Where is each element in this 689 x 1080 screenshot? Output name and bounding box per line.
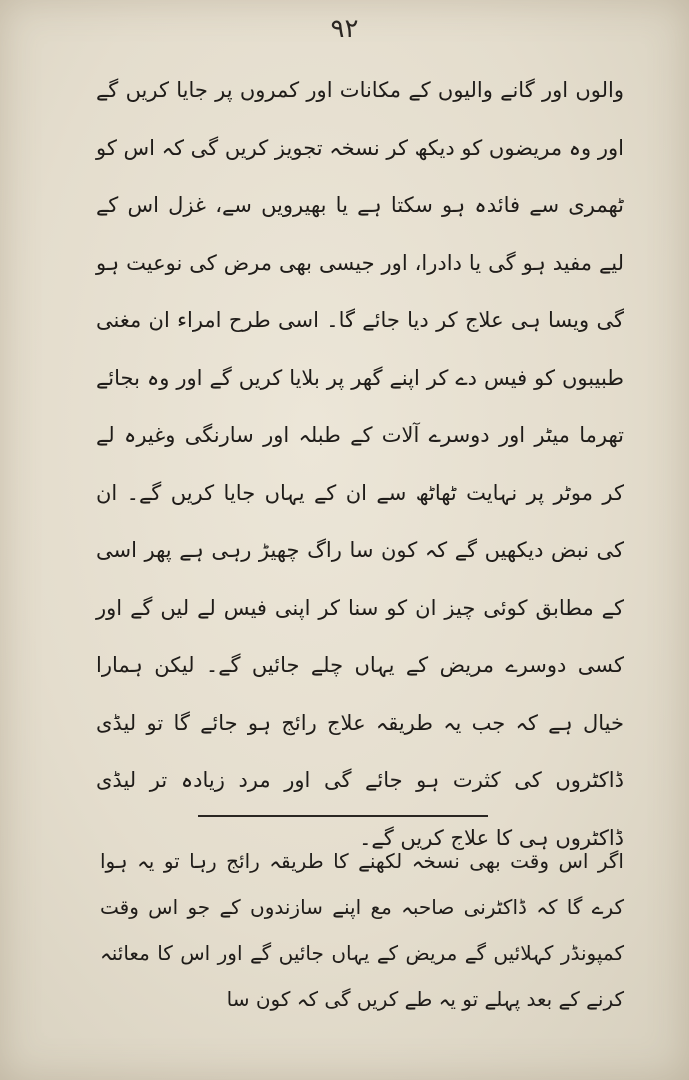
footnote-paragraph: اگر اس وقت بھی نسخہ لکھنے کا طریقہ رائج رہا تو یہ ہوا کرے گا کہ ڈاکٹرنی صاحبہ مع اپنے سازندوں کے جو اس وقت کمپونڈر کہلائیں گے مریض کے یہاں جائیں گے اور اس کا معائنہ کرنے کے بعد پہلے تو یہ طے کریں گی کہ کون سا	[100, 849, 624, 1011]
page-number: ۹۲	[330, 14, 359, 44]
main-paragraph: والوں اور گانے والیوں کے مکانات اور کمروں پر جایا کریں گے اور وہ مریضوں کو دیکھ کر نسخہ تجویز کریں گی کہ اس کو ٹھمری سے فائدہ ہو سکتا ہے یا بھیرویں سے، غزل اس کے لیے مفید ہو گی یا دادرا، اور جیسی بھی مرض کی نوعیت ہو گی ویسا ہی علاج کر دیا جائے گا۔ اسی طرح امراء ان مغنی طبیبوں کو فیس دے کر اپنے گھر پر بلایا کریں گے اور وہ بجائے تھرما میٹر اور دوسرے آلات کے طبلہ اور سارنگی وغیرہ لے کر موٹر پر نہایت ٹھاٹھ سے ان کے یہاں جایا کریں گے۔ ان کی نبض دیکھیں گے کہ کون سا راگ چھیڑ رہی ہے پھر اسی کے مطابق کوئی چیز ان کو سنا کر اپنی فیس لے لیں گے اور کسی دوسرے مریض کے یہاں چلے جائیں گے۔ لیکن ہمارا خیال ہے کہ جب یہ طریقہ علاج رائج ہو جائے گا تو لیڈی ڈاکٹروں کی کثرت ہو جائے گی اور مرد زیادہ تر لیڈی ڈاکٹروں ہی کا علاج کریں گے۔	[96, 78, 624, 850]
footnote-separator	[198, 815, 488, 817]
